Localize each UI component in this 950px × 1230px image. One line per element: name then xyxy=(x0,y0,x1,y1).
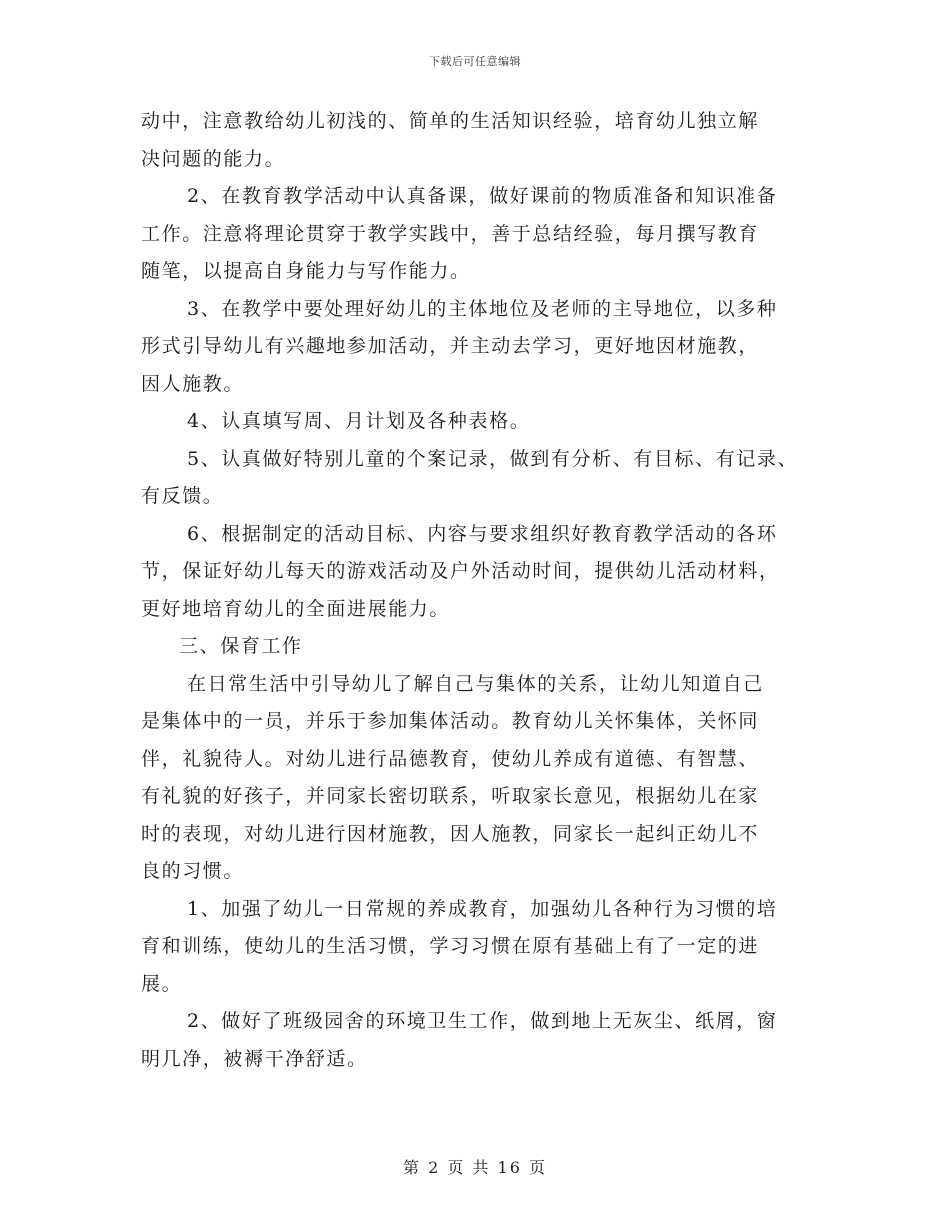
body-line: 工作。注意将理论贯穿于教学实践中，善于总结经验，每月撰写教育 xyxy=(141,222,760,245)
body-line: 节，保证好幼儿每天的游戏活动及户外活动时间，提供幼儿活动材料， xyxy=(141,560,780,582)
body-line: 展。 xyxy=(141,972,183,995)
body-line: 育和训练，使幼儿的生活习惯，学习习惯在原有基础上有了一定的进 xyxy=(141,935,760,957)
body-line: 随笔，以提高自身能力与写作能力。 xyxy=(141,260,471,282)
body-line: 5、认真做好特别儿童的个案记录，做到有分析、有目标、有记录、 xyxy=(187,447,799,470)
body-line: 明几净，被褥干净舒适。 xyxy=(141,1047,368,1070)
body-line: 有礼貌的好孩子，并同家长密切联系，听取家长意见，根据幼儿在家 xyxy=(141,785,760,807)
body-line: 是集体中的一员，并乐于参加集体活动。教育幼儿关怀集体，关怀同 xyxy=(141,710,760,732)
body-line: 在日常生活中引导幼儿了解自己与集体的关系，让幼儿知道自己 xyxy=(187,672,764,695)
body-line: 决问题的能力。 xyxy=(141,147,286,170)
body-line: 3、在教学中要处理好幼儿的主体地位及老师的主导地位，以多种 xyxy=(187,297,778,320)
body-line: 1、加强了幼儿一日常规的养成教育，加强幼儿各种行为习惯的培 xyxy=(187,897,778,920)
body-line: 有反馈。 xyxy=(141,485,224,507)
section-heading: 三、保育工作 xyxy=(179,635,303,657)
body-line: 形式引导幼儿有兴趣地参加活动，并主动去学习，更好地因材施教， xyxy=(141,335,760,357)
body-line: 因人施教。 xyxy=(141,372,245,395)
page-number-footer: 第 2 页 共 16 页 xyxy=(403,1158,547,1177)
body-line: 动中，注意教给幼儿初浅的、简单的生活知识经验，培育幼儿独立解 xyxy=(141,110,760,132)
body-line: 伴，礼貌待人。对幼儿进行品德教育，使幼儿养成有道德、有智慧、 xyxy=(141,747,760,770)
body-line: 2、做好了班级园舍的环境卫生工作，做到地上无灰尘、纸屑，窗 xyxy=(187,1010,778,1032)
body-line: 良的习惯。 xyxy=(141,860,245,882)
body-line: 时的表现，对幼儿进行因材施教，因人施教，同家长一起纠正幼儿不 xyxy=(141,822,760,845)
body-line: 6、根据制定的活动目标、内容与要求组织好教育教学活动的各环 xyxy=(187,522,778,545)
body-line: 2、在教育教学活动中认真备课，做好课前的物质准备和知识准备 xyxy=(187,185,778,207)
document-body xyxy=(141,103,821,1078)
page-header: 下载后可任意编辑 xyxy=(429,55,521,68)
body-line: 更好地培育幼儿的全面进展能力。 xyxy=(141,597,451,620)
body-line: 4、认真填写周、月计划及各种表格。 xyxy=(187,410,531,432)
